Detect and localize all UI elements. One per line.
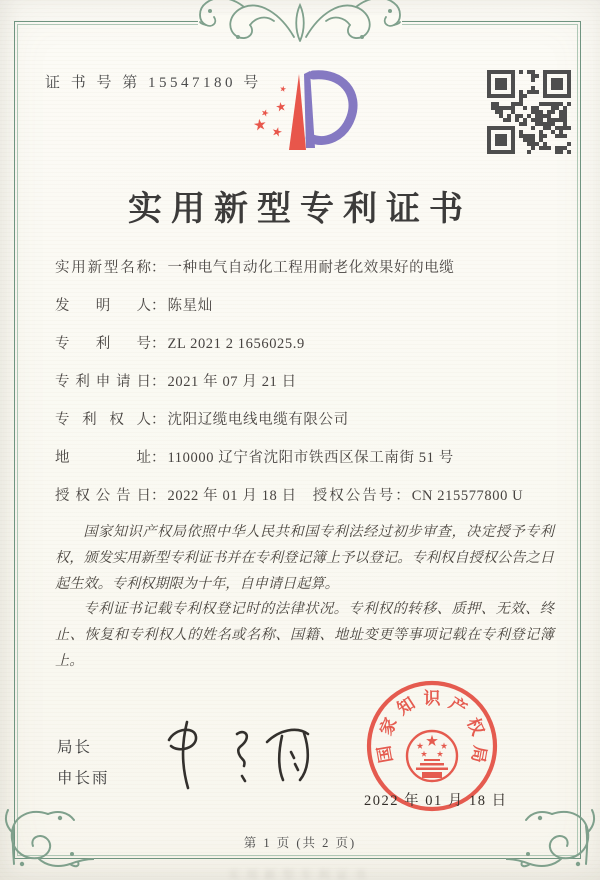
field-colon: ： (151, 298, 166, 314)
legal-paragraph-1: 国家知识产权局依照中华人民共和国专利法经过初步审查，决定授予专利权，颁发实用新型专利证书并在专利登记簿上予以登记。专利权自授权公告之日起生效。专利权期限为十年，自申请日起算。 (55, 524, 554, 592)
bottom-right-flourish-ornament-icon (506, 806, 598, 878)
field-row-inventor (55, 294, 562, 332)
next-page-bleed-text: 实用新型专利证书 (227, 868, 372, 880)
field-colon: ： (151, 336, 166, 352)
director-name: 申长雨 (57, 770, 110, 787)
grant-seal-date: 2022 年 01 月 18 日 (364, 793, 508, 809)
field-colon: ： (151, 412, 166, 428)
field-label: 授权公告日 (55, 488, 151, 504)
director-title: 局长 (57, 739, 93, 756)
seal-char: 局 (467, 744, 490, 765)
field-row-filing-date (55, 370, 562, 408)
field-label: 实用新型名称 (55, 260, 151, 276)
field-value: 陈星灿 (167, 298, 213, 314)
field-colon: ： (151, 488, 166, 504)
seal-char: 国 (374, 744, 397, 765)
page-footer: 第 1 页 (共 2 页) (243, 836, 357, 850)
field-colon: ： (151, 374, 166, 390)
legal-text (55, 520, 554, 675)
field-row-patentee (55, 408, 562, 446)
field-row-invention-name (55, 256, 562, 294)
field-value: 110000 辽宁省沈阳市铁西区保工南街 51 号 (167, 450, 454, 466)
field-label: 地址 (55, 450, 151, 466)
director-signature-icon (145, 706, 345, 806)
field-pair-grant-number (313, 488, 524, 504)
seal-char: 产 (445, 693, 471, 719)
field-row-grant (55, 484, 562, 522)
qr-code (487, 70, 571, 154)
field-value: CN 215577800 U (411, 488, 524, 504)
field-label: 专利号 (55, 336, 151, 352)
seal-char: 知 (393, 693, 419, 719)
seal-char: 权 (463, 715, 488, 739)
field-label: 发明人 (55, 298, 151, 314)
bottom-left-flourish-ornament-icon (2, 806, 94, 878)
field-colon: ： (395, 488, 410, 504)
field-row-address (55, 446, 562, 484)
national-emblem-icon (407, 731, 457, 781)
top-flourish-ornament-icon (176, 0, 424, 53)
field-value: 沈阳辽缆电线电缆有限公司 (167, 412, 349, 428)
field-label: 专利申请日 (55, 374, 151, 390)
field-value: ZL 2021 2 1656025.9 (167, 336, 305, 352)
field-colon: ： (151, 450, 166, 466)
field-value: 一种电气自动化工程用耐老化效果好的电缆 (167, 260, 455, 276)
field-value: 2021 年 07 月 21 日 (167, 374, 297, 390)
legal-paragraph-2: 专利证书记载专利权登记时的法律状况。专利权的转移、质押、无效、终止、恢复和专利权人的姓名或名称、国籍、地址变更等事项记载在专利登记簿上。 (55, 601, 554, 669)
field-row-patent-number (55, 332, 562, 370)
page-title: 实用新型专利证书 (128, 191, 472, 228)
seal-char: 识 (423, 689, 441, 708)
director-block (57, 735, 110, 797)
field-value: 2022 年 01 月 18 日 (167, 488, 297, 504)
field-label: 专利权人 (55, 412, 151, 428)
field-colon: ： (151, 260, 166, 276)
cnipa-logo-icon (247, 62, 359, 154)
field-label: 授权公告号 (312, 488, 396, 504)
seal-char: 家 (376, 715, 401, 739)
certificate-number: 证 书 号 第 15547180 号 (45, 75, 262, 91)
field-list (55, 256, 562, 522)
